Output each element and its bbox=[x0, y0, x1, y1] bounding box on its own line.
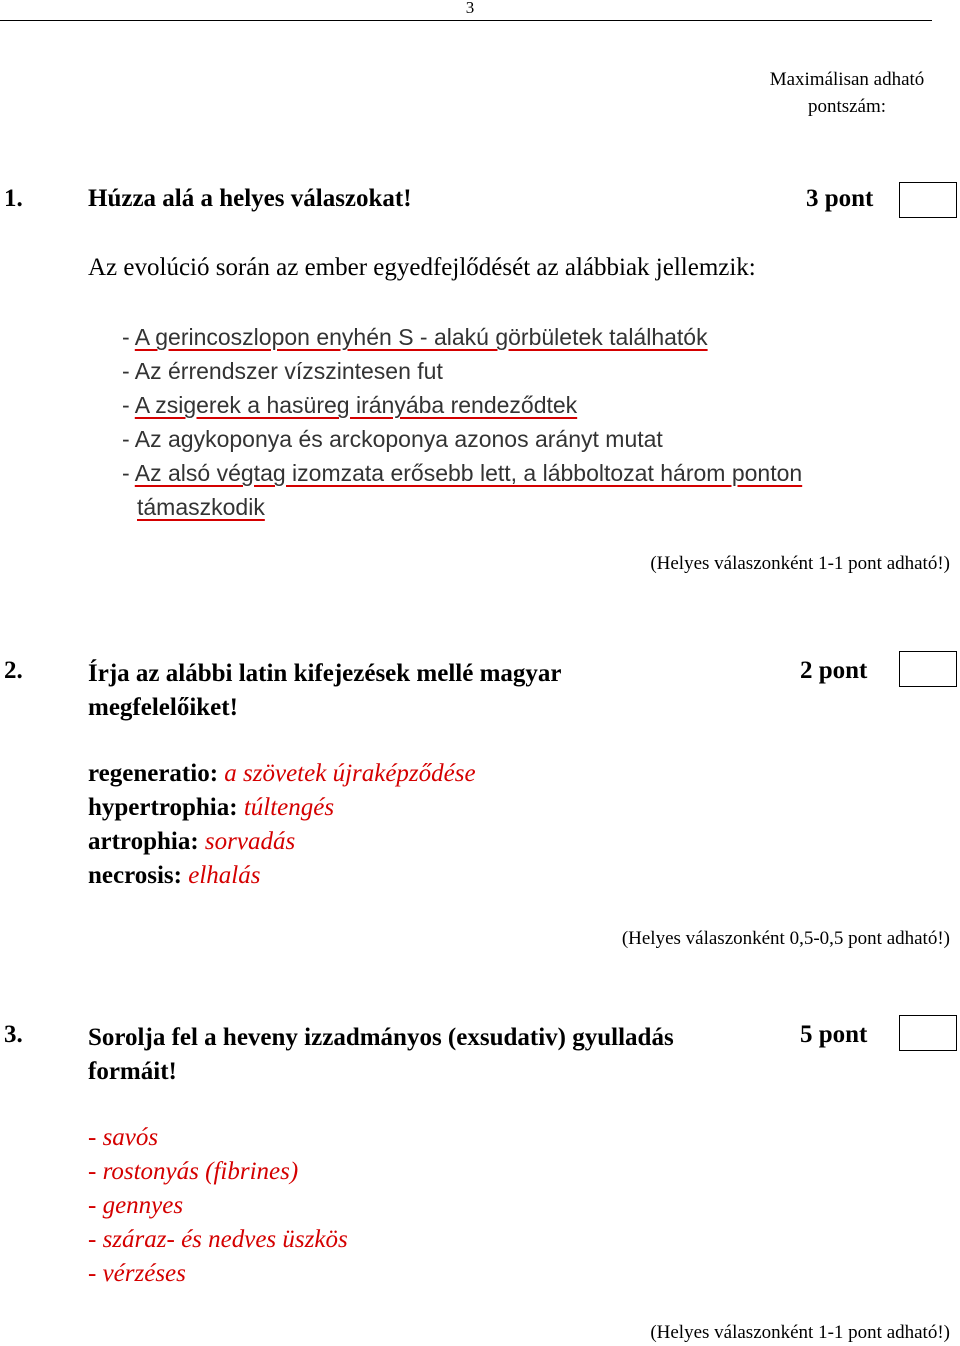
q1-item-dash: - bbox=[122, 426, 135, 452]
page-number: 3 bbox=[465, 0, 475, 17]
q2-term: necrosis: bbox=[88, 862, 182, 889]
q1-title: Húzza alá a helyes válaszokat! bbox=[88, 185, 412, 212]
q1-item-dash: - bbox=[122, 460, 135, 486]
q2-term: regeneratio: bbox=[88, 760, 219, 787]
q2-answer[interactable]: túltengés bbox=[243, 794, 335, 821]
q3-answer[interactable]: - vérzéses bbox=[88, 1260, 186, 1287]
q2-answer[interactable]: a szövetek újraképződése bbox=[224, 760, 476, 787]
q3-score-box[interactable] bbox=[899, 1015, 957, 1051]
q1-item-text: Az agykoponya és arckoponya azonos arányt mutat bbox=[134, 426, 663, 452]
q2-points: 2 pont bbox=[800, 657, 868, 684]
q2-number: 2. bbox=[4, 657, 23, 684]
q3-scoring-note: (Helyes válaszonként 1-1 pont adható!) bbox=[650, 1322, 950, 1343]
q2-term-row bbox=[88, 791, 476, 825]
q1-item[interactable] bbox=[122, 388, 802, 422]
q2-title-line: megfelelőiket! bbox=[88, 694, 238, 721]
q2-term: hypertrophia: bbox=[88, 794, 238, 821]
q3-answer[interactable]: - savós bbox=[88, 1124, 159, 1151]
q2-score-box[interactable] bbox=[899, 651, 957, 687]
q2-term-row bbox=[88, 757, 476, 791]
q2-answer[interactable]: sorvadás bbox=[204, 828, 296, 855]
q3-title-line: formáit! bbox=[88, 1058, 177, 1085]
q1-answer-list bbox=[122, 320, 802, 524]
q1-item-text: Az érrendszer vízszintesen fut bbox=[134, 358, 443, 384]
q1-item-text: Az alsó végtag izomzata erősebb lett, a lábboltozat három ponton bbox=[134, 460, 803, 486]
q1-points: 3 pont bbox=[806, 185, 874, 212]
q2-term-row bbox=[88, 825, 476, 859]
q1-item[interactable] bbox=[122, 320, 802, 354]
q3-answer[interactable]: - rostonyás (fibrines) bbox=[88, 1158, 299, 1185]
q3-answer-list bbox=[88, 1121, 348, 1291]
q1-item[interactable] bbox=[122, 422, 802, 456]
q2-scoring-note: (Helyes válaszonként 0,5-0,5 pont adható!) bbox=[621, 928, 950, 949]
q3-points: 5 pont bbox=[800, 1021, 868, 1048]
q1-score-box[interactable] bbox=[899, 182, 957, 218]
q1-number: 1. bbox=[4, 185, 23, 212]
q2-term-list bbox=[88, 757, 476, 893]
q2-term-row bbox=[88, 859, 476, 893]
q3-title-line: Sorolja fel a heveny izzadmányos (exsudativ) gyulladás bbox=[88, 1024, 674, 1051]
q2-answer[interactable]: elhalás bbox=[188, 862, 261, 889]
q1-item[interactable] bbox=[122, 354, 802, 388]
q3-answer[interactable]: - gennyes bbox=[88, 1192, 184, 1219]
max-points-label: Maximálisan adható pontszám: bbox=[769, 69, 925, 117]
q3-number: 3. bbox=[4, 1021, 23, 1048]
q3-title bbox=[88, 1021, 674, 1089]
q1-item-text: támaszkodik bbox=[137, 494, 265, 520]
q2-title-line: Írja az alábbi latin kifejezések mellé magyar bbox=[88, 660, 562, 687]
q1-item-text: A gerincoszlopon enyhén S - alakú görbületek találhatók bbox=[134, 324, 708, 350]
q1-item-dash: - bbox=[122, 392, 135, 418]
q1-item-dash: - bbox=[122, 324, 135, 350]
q1-item[interactable] bbox=[122, 456, 802, 490]
q1-item-text: A zsigerek a hasüreg irányába rendeződtek bbox=[134, 392, 578, 418]
q1-item[interactable] bbox=[122, 490, 802, 524]
q2-title bbox=[88, 657, 562, 725]
q3-answer[interactable]: - száraz- és nedves üszkös bbox=[88, 1226, 348, 1253]
header-rule bbox=[0, 20, 932, 21]
q1-scoring-note: (Helyes válaszonként 1-1 pont adható!) bbox=[650, 553, 950, 574]
q1-intro: Az evolúció során az ember egyedfejlődését az alábbiak jellemzik: bbox=[88, 254, 756, 281]
q2-term: artrophia: bbox=[88, 828, 199, 855]
q1-item-dash: - bbox=[122, 358, 135, 384]
